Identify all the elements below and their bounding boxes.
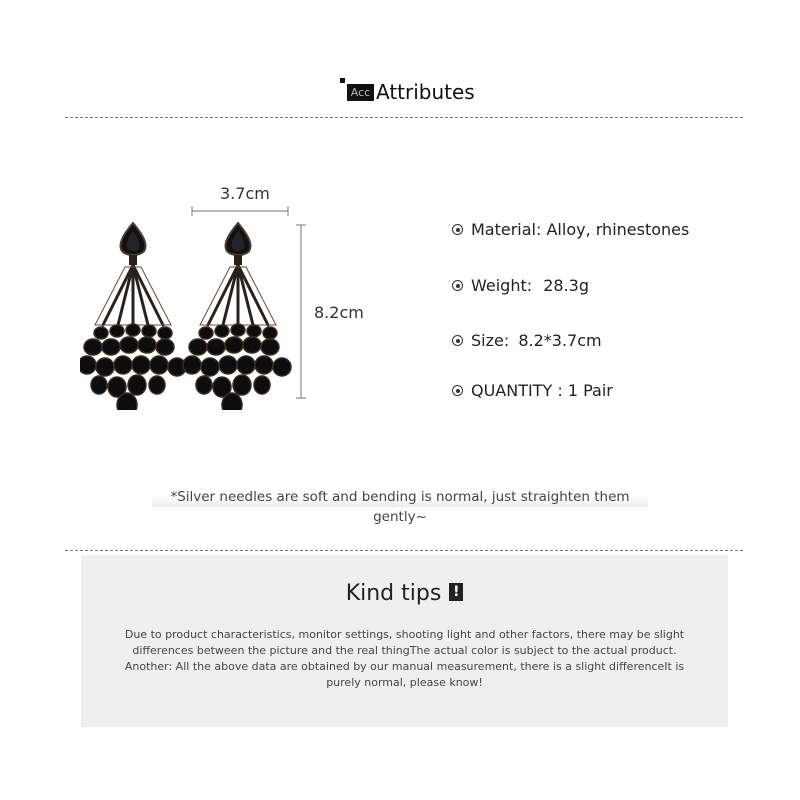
left-earring [80,223,186,410]
right-earring [183,223,291,410]
tips-body: Due to product characteristics, monitor settings, shooting light and other factors, there may be slight differences between the picture and the real thingThe actual color is subject to the actual product. Another: All the above data are obtained by our manual measurement, there is a slight differenceIt is purely normal, please know! [124,628,685,689]
header-badge: Acc [347,84,374,101]
tips-title-row [81,581,728,606]
attribute-label: Material: [471,220,542,239]
height-dimension-line [296,225,306,398]
attribute-material [452,220,689,239]
bullet-icon [452,280,463,291]
care-note: *Silver needles are soft and bending is normal, just straighten them gently~ [152,487,648,507]
top-divider [65,117,743,118]
attribute-value: 8.2*3.7cm [518,331,602,350]
bottom-divider [65,550,743,551]
attribute-label: Size: [471,331,510,350]
section-header [0,78,800,108]
earrings-illustration [80,180,380,410]
attribute-quantity [452,381,613,400]
tips-title: Kind tips [345,581,442,606]
width-label: 3.7cm [220,184,270,203]
bullet-icon [452,385,463,396]
header-mark [340,78,345,83]
exclamation-icon: ! [449,583,463,601]
attribute-label: QUANTITY : 1 Pair [471,381,613,400]
attribute-value: 28.3g [543,276,590,295]
attribute-value: Alloy, rhinestones [546,220,690,239]
attribute-weight [452,276,589,295]
attribute-size [452,331,602,350]
attribute-label: Weight: [471,276,533,295]
product-image [80,180,380,410]
width-dimension-line [192,206,288,216]
page-title: Attributes [376,80,475,104]
height-label: 8.2cm [314,303,364,322]
kind-tips-panel [81,555,728,727]
bullet-icon [452,224,463,235]
bullet-icon [452,335,463,346]
